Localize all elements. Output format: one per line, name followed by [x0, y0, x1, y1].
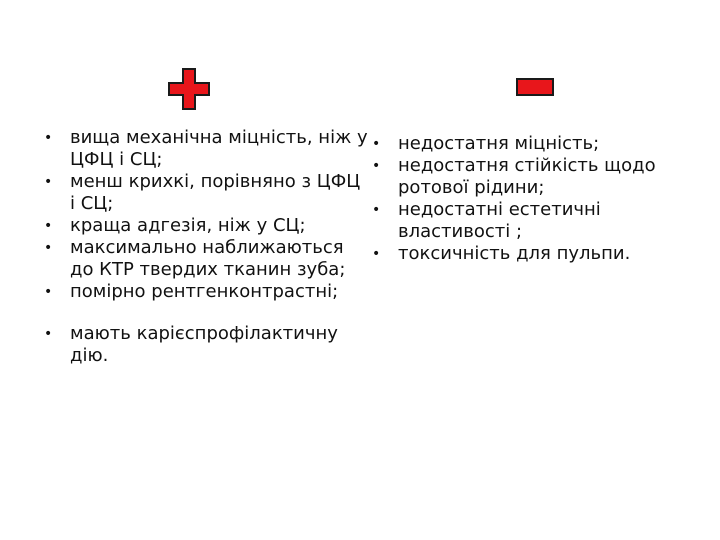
bullet-icon: •	[372, 202, 381, 218]
list-item	[368, 155, 708, 199]
bullet-icon: •	[372, 246, 381, 262]
list-item	[40, 237, 370, 281]
list-item	[368, 133, 708, 155]
cons-item-text: недостатня міцність;	[398, 133, 600, 154]
list-item	[40, 127, 370, 171]
bullet-icon: •	[44, 284, 53, 300]
pros-item-text: вища механічна міцність, ніж у ЦФЦ і СЦ;	[70, 127, 368, 170]
cons-list	[368, 133, 708, 265]
plus-icon	[168, 68, 210, 110]
bullet-icon: •	[44, 130, 53, 146]
pros-item-text: мають карієспрофілактичну дію.	[70, 323, 338, 366]
bullet-icon: •	[44, 240, 53, 256]
cons-item-text: недостатні естетичні властивості ;	[398, 199, 601, 242]
list-item	[40, 323, 370, 367]
minus-icon	[516, 78, 554, 96]
cons-item-text: токсичність для пульпи.	[398, 243, 631, 264]
list-item	[368, 243, 708, 265]
list-item	[40, 171, 370, 215]
bullet-icon: •	[44, 326, 53, 342]
bullet-icon: •	[44, 218, 53, 234]
list-item	[40, 215, 370, 237]
bullet-icon: •	[372, 136, 381, 152]
bullet-icon: •	[372, 158, 381, 174]
cons-item-text: недостатня стійкість щодо ротової рідини;	[398, 155, 656, 198]
pros-item-text: помірно рентгенконтрастні;	[70, 281, 339, 302]
list-item	[368, 199, 708, 243]
pros-item-text: максимально наближаються до КТР твердих тканин зуба;	[70, 237, 346, 280]
pros-list	[40, 127, 370, 367]
pros-item-text: краща адгезія, ніж у СЦ;	[70, 215, 306, 236]
bullet-icon: •	[44, 174, 53, 190]
list-item	[40, 281, 370, 303]
pros-item-text: менш крихкі, порівняно з ЦФЦ і СЦ;	[70, 171, 361, 214]
